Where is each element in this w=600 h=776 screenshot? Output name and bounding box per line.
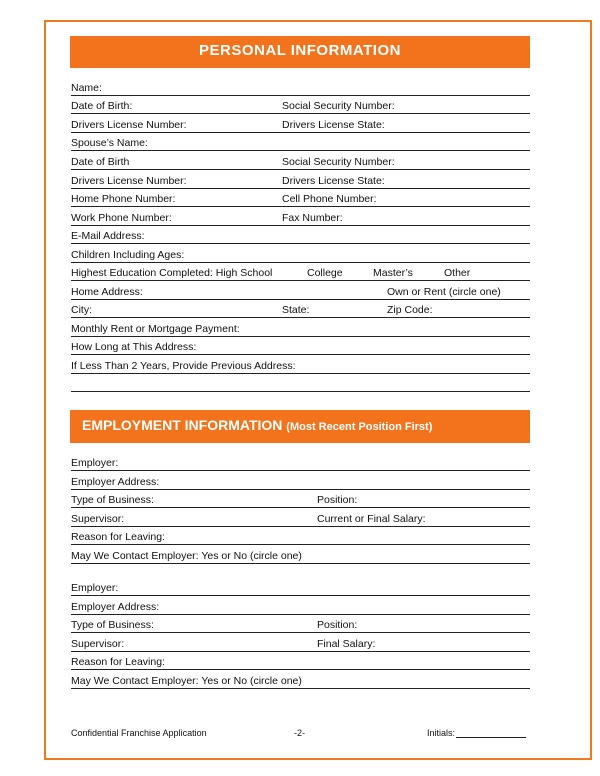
employer-2-position-label: Position: [317, 619, 358, 631]
initials-line[interactable] [456, 728, 526, 738]
work-fax-row[interactable] [71, 207, 530, 226]
drivers-license-row[interactable] [71, 114, 530, 133]
employer-2-supervisor-label: Supervisor: [71, 638, 125, 650]
home-address-label: Home Address: [71, 286, 143, 298]
employer-1-reason-field[interactable] [71, 526, 530, 545]
employer-2-supervisor-row[interactable] [71, 633, 530, 652]
employer-2-address-field[interactable] [71, 596, 530, 615]
children-field[interactable] [71, 244, 530, 263]
employer-2-label: Employer: [71, 582, 119, 594]
state-label: State: [282, 304, 310, 316]
own-or-rent-label: Own or Rent (circle one) [387, 286, 501, 298]
dob-ssn-row[interactable] [71, 95, 530, 114]
employer-2-name-field[interactable] [71, 577, 530, 596]
fax-label: Fax Number: [282, 212, 343, 224]
education-other-option[interactable]: Other [444, 267, 471, 279]
previous-address-field[interactable] [71, 355, 530, 374]
employer-1-reason-label: Reason for Leaving: [71, 531, 165, 543]
city-state-zip-row[interactable] [71, 299, 530, 318]
previous-address-label: If Less Than 2 Years, Provide Previous Address: [71, 360, 296, 372]
employer-1-business-label: Type of Business: [71, 494, 154, 506]
previous-address-line-2[interactable] [71, 373, 530, 392]
page-footer [71, 728, 530, 742]
spouse-dl-number-label: Drivers License Number: [71, 175, 187, 187]
spouse-name-label: Spouse’s Name: [71, 137, 148, 149]
phone-row[interactable] [71, 188, 530, 207]
city-label: City: [71, 304, 92, 316]
employment-information-header [70, 410, 530, 443]
employer-2-address-label: Employer Address: [71, 601, 160, 613]
employer-2-contact-field[interactable] [71, 670, 530, 689]
education-college-option[interactable]: College [307, 267, 343, 279]
personal-header-text: PERSONAL INFORMATION [199, 42, 401, 59]
work-phone-label: Work Phone Number: [71, 212, 172, 224]
name-label: Name: [71, 82, 102, 94]
employer-1-address-label: Employer Address: [71, 476, 160, 488]
cell-phone-label: Cell Phone Number: [282, 193, 377, 205]
personal-information-header [70, 36, 530, 68]
employer-2-business-label: Type of Business: [71, 619, 154, 631]
employer-1-position-label: Position: [317, 494, 358, 506]
employment-header-text: EMPLOYMENT INFORMATION [82, 417, 283, 433]
employer-2-contact-label: May We Contact Employer: Yes or No (circle one) [71, 675, 302, 687]
home-phone-label: Home Phone Number: [71, 193, 176, 205]
children-label: Children Including Ages: [71, 249, 185, 261]
name-field[interactable] [71, 77, 530, 96]
employer-1-supervisor-label: Supervisor: [71, 513, 125, 525]
employer-2-reason-label: Reason for Leaving: [71, 656, 165, 668]
spouse-dob-label: Date of Birth [71, 156, 130, 168]
employer-1-address-field[interactable] [71, 471, 530, 490]
email-label: E-Mail Address: [71, 230, 145, 242]
employer-1-name-field[interactable] [71, 452, 530, 471]
employer-2-reason-field[interactable] [71, 651, 530, 670]
education-masters-option[interactable]: Master’s [373, 267, 413, 279]
employer-2-salary-label: Final Salary: [317, 638, 376, 650]
dl-state-label: Drivers License State: [282, 119, 385, 131]
zip-label: Zip Code: [387, 304, 433, 316]
employer-2-business-row[interactable] [71, 614, 530, 633]
email-field[interactable] [71, 225, 530, 244]
ssn-label: Social Security Number: [282, 100, 395, 112]
how-long-label: How Long at This Address: [71, 341, 197, 353]
employer-1-contact-field[interactable] [71, 545, 530, 564]
employer-1-salary-label: Current or Final Salary: [317, 513, 426, 525]
dl-number-label: Drivers License Number: [71, 119, 187, 131]
spouse-ssn-label: Social Security Number: [282, 156, 395, 168]
page-number: -2- [294, 728, 305, 738]
employment-header-note: (Most Recent Position First) [286, 421, 433, 433]
spouse-dl-state-label: Drivers License State: [282, 175, 385, 187]
education-label: Highest Education Completed: High School [71, 267, 273, 279]
dob-label: Date of Birth: [71, 100, 133, 112]
initials-field[interactable] [427, 728, 455, 738]
footer-title: Confidential Franchise Application [71, 728, 207, 738]
employer-1-supervisor-row[interactable] [71, 508, 530, 527]
spouse-name-field[interactable] [71, 132, 530, 151]
home-address-row[interactable] [71, 281, 530, 300]
monthly-payment-field[interactable] [71, 318, 530, 337]
employer-1-label: Employer: [71, 457, 119, 469]
spouse-dob-ssn-row[interactable] [71, 151, 530, 170]
spouse-drivers-license-row[interactable] [71, 170, 530, 189]
initials-label: Initials: [427, 728, 456, 738]
employer-1-business-row[interactable] [71, 489, 530, 508]
monthly-payment-label: Monthly Rent or Mortgage Payment: [71, 323, 240, 335]
education-row[interactable] [71, 262, 530, 281]
employer-1-contact-label: May We Contact Employer: Yes or No (circle one) [71, 550, 302, 562]
how-long-field[interactable] [71, 336, 530, 355]
